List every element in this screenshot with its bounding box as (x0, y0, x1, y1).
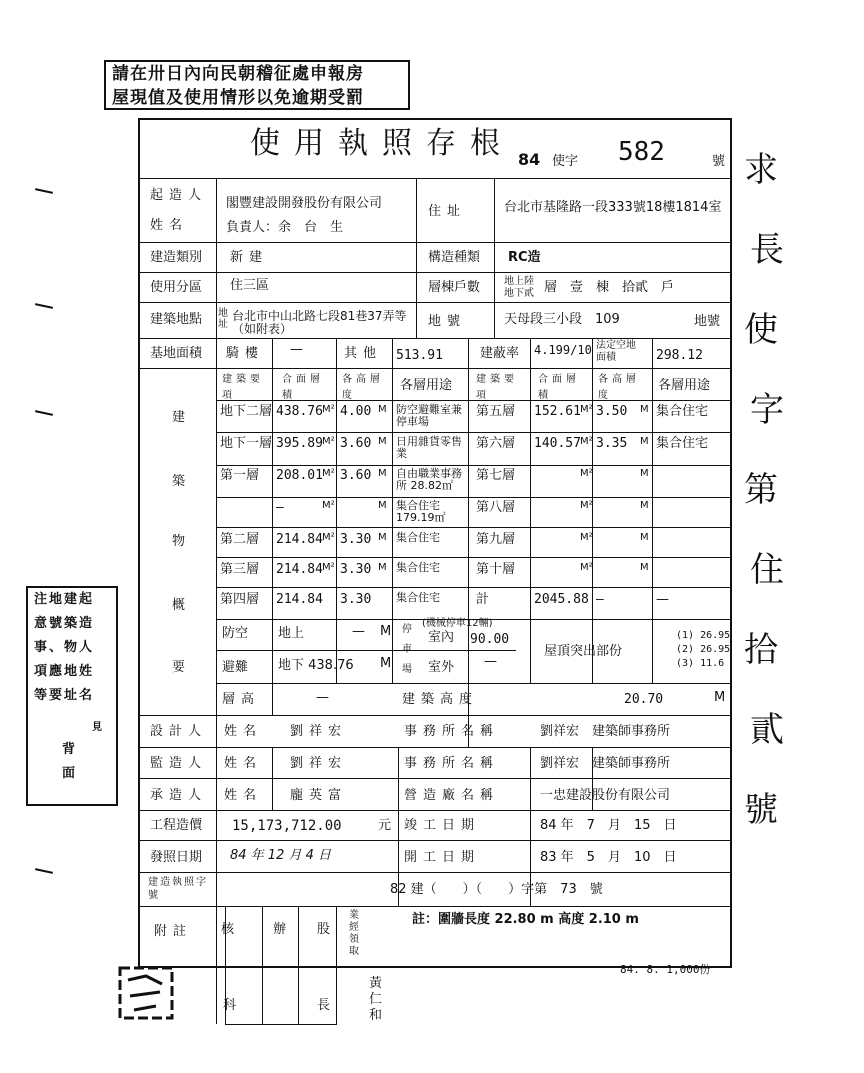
parking-in-value: 90.00 (470, 632, 510, 647)
bldg-height-value: 20.70 (624, 692, 664, 707)
site-value: 台北市中山北路七段81巷37弄等（如附表） (232, 309, 407, 336)
sign-char: 辦 (273, 922, 287, 937)
signature-block (216, 906, 413, 1024)
floor-cell-right: 集合住宅 (656, 404, 709, 419)
firm-label: 營造廠名稱 (404, 788, 500, 803)
sign-name: 黃仁和 (369, 976, 383, 1023)
floors-rest: 層 壹 棟 拾貳 戶 (544, 280, 675, 295)
floor-cell-left: — (276, 500, 284, 515)
designer-office: 劉祥宏 建築師事務所 (540, 724, 671, 739)
coverage-label: 建蔽率 (480, 346, 520, 361)
floor-cell-right: 第五層 (476, 404, 516, 419)
floor-cell-left: 208.01 (276, 468, 323, 483)
open-space-value: 298.12 (656, 348, 703, 363)
floor-cell-left: 第三層 (220, 562, 260, 577)
name-label: 姓名 (224, 756, 263, 771)
name-label: 姓名 (224, 788, 263, 803)
floor-cell-left: 第一層 (220, 468, 260, 483)
floor-cell-left: 3.60 (340, 468, 372, 483)
zone-value: 住三區 (230, 278, 270, 293)
bldg-height-label: 建築高度 (402, 692, 479, 707)
floor-cell-left: 3.60 (340, 436, 372, 451)
sign-char: 科 (223, 998, 237, 1013)
margin-handwriting: 長 (750, 230, 784, 270)
unit-mark: M (378, 500, 387, 511)
unit-mark: M² (580, 500, 593, 511)
unit-m: M (380, 624, 392, 639)
floor-cell-left: 395.89 (276, 436, 323, 451)
unit-mark: M (640, 532, 649, 543)
supervisor-office: 劉祥宏 建築師事務所 (540, 756, 671, 771)
header-area: 合面層積 (282, 374, 324, 401)
floor-cell-right: 2045.88 (534, 592, 589, 607)
unit-mark: M² (580, 468, 593, 479)
unit-mark: M (378, 532, 387, 543)
floor-cell-left: 集合住宅 (396, 591, 440, 604)
permit-label: 建造執照字號 (148, 877, 208, 901)
parking-out-label: 室外 (428, 660, 455, 675)
remarks-label: 附註 (154, 924, 193, 939)
margin-mark (35, 410, 53, 416)
builder-value: 閣豐建設開發股份有限公司 (226, 196, 383, 211)
side-note (26, 586, 118, 806)
margin-mark (35, 188, 53, 194)
roof-value-3: (3) 11.6 (676, 658, 725, 669)
builder-label: 起造人 (150, 188, 208, 203)
seal-stamp (116, 962, 178, 1024)
print-note: 84. 8. 1,000份 (620, 963, 711, 976)
floor-cell-left: 214.84 (276, 562, 323, 577)
unit-mark: M² (322, 562, 335, 573)
header-item: 建築要項 (222, 374, 264, 401)
lot-suffix: 地號 (694, 314, 721, 329)
floor-cell-left: 4.00 (340, 404, 372, 419)
floor-cell-left: 集合住宅 179.19㎡ (396, 499, 446, 524)
permit-value: 82 建（ ）（ ）字第 73 號 (390, 882, 603, 897)
build-type-value: 新建 (230, 250, 269, 265)
unit-mark: M² (580, 404, 593, 415)
floor-cell-right: 140.57 (534, 436, 581, 451)
parking-out-value: — (484, 654, 497, 669)
floor-cell-right: 計 (476, 592, 490, 607)
floor-cell-left: 防空避難室兼停車場 (396, 403, 462, 428)
margin-handwriting: 使 (744, 310, 778, 350)
office-label: 事務所名稱 (404, 756, 500, 771)
sign-char: 長 (317, 998, 331, 1013)
side-line: 事、物人 (34, 640, 95, 655)
unit-mark: M (640, 436, 649, 447)
start-label: 開工日期 (404, 850, 481, 865)
notice-line-1: 請在卅日內向民朝稽征處申報房 (112, 64, 364, 84)
eaves-label: 層高 (222, 692, 261, 707)
floor-cell-left: 438.76 (276, 404, 323, 419)
unit-m: M (714, 690, 726, 705)
margin-mark (35, 868, 53, 874)
parking-note: (機械停車12輛) (422, 618, 493, 629)
floor-cell-left: 第四層 (220, 592, 260, 607)
unit-mark: M² (322, 532, 335, 543)
floor-cell-right: — (656, 592, 669, 607)
margin-handwriting: 住 (750, 550, 784, 590)
floor-cell-left: 214.84 (276, 532, 323, 547)
header-item-2: 建築要項 (476, 374, 518, 401)
shelter-up-label: 地上 (278, 626, 305, 641)
office-label: 事務所名稱 (404, 724, 500, 739)
site-label-2: 地址 (218, 308, 228, 330)
side-line: 意號築造 (34, 616, 95, 631)
unit-mark: M (640, 404, 649, 415)
build-type-label: 建造類別 (150, 250, 203, 265)
roof-label: 屋頂突出部份 (544, 644, 623, 659)
unit-mark: M (378, 436, 387, 447)
unit-mark: M² (322, 404, 335, 415)
summary-char: 概 (172, 598, 186, 613)
other-value: 513.91 (396, 348, 443, 363)
base-area-label: 基地面積 (150, 346, 203, 361)
floor-cell-left: 3.30 (340, 532, 372, 547)
designer-name: 劉祥宏 (290, 724, 348, 739)
shelter-label-2: 避難 (222, 660, 249, 675)
header-area-2: 合面層積 (538, 374, 580, 401)
contractor-firm: 一忠建設股份有限公司 (540, 788, 671, 803)
parking-in-label: 室內 (428, 630, 455, 645)
address-value: 台北市基隆路一段333號18樓1814室 (504, 200, 722, 215)
unit-m: M (380, 656, 392, 671)
floor-cell-right: 152.61 (534, 404, 581, 419)
form-title: 使用執照存根 (250, 126, 514, 161)
structure-value: RC造 (508, 250, 541, 265)
issue-value: 84 年 12 月 4 日 (230, 848, 332, 863)
unit-mark: M² (322, 500, 335, 511)
complete-value: 84 年 7 月 15 日 (540, 818, 677, 833)
floor-cell-right: — (596, 592, 604, 607)
header-use-2: 各層用途 (658, 378, 711, 393)
builder-name-label: 姓名 (150, 218, 189, 233)
coverage-value: 4.199/10 (534, 343, 592, 357)
floor-cell-left: 214.84 (276, 592, 323, 607)
side-back: 背面 (62, 742, 76, 781)
floor-cell-right: 第六層 (476, 436, 516, 451)
contractor-label: 承造人 (150, 788, 208, 803)
floor-cell-right: 3.50 (596, 404, 628, 419)
summary-char: 要 (172, 660, 186, 675)
form-zi: 使字 (552, 154, 579, 169)
floor-cell-right: 第八層 (476, 500, 516, 515)
parking-label: 停車場 (402, 624, 412, 675)
floor-cell-left: 日用雜貨零售業 (396, 435, 462, 460)
form-year: 84 (518, 150, 541, 169)
sign-char: 核 (221, 922, 235, 937)
arcade-value: — (290, 342, 303, 357)
unit-mark: M² (322, 468, 335, 479)
other-label: 其他 (344, 346, 383, 361)
floor-cell-left: 3.30 (340, 562, 372, 577)
margin-handwriting: 求 (744, 150, 778, 190)
floor-cell-left: 地下一層 (220, 436, 273, 451)
address-label: 住址 (428, 204, 467, 219)
side-line: 項應地姓 (34, 664, 95, 679)
notice-stamp (104, 60, 410, 110)
arcade-label: 騎樓 (226, 346, 265, 361)
margin-handwriting: 號 (744, 790, 778, 830)
supervisor-name: 劉祥宏 (290, 756, 348, 771)
form-hao: 號 (712, 154, 726, 169)
unit-mark: M² (580, 562, 593, 573)
remarks-value: 註：圍牆長度 22.80 m 高度 2.10 m (412, 912, 639, 927)
floor-cell-left: 地下二層 (220, 404, 273, 419)
roof-value-2: (2) 26.95 (676, 644, 731, 655)
floor-cell-left: 自由職業事務所 28.82㎡ (396, 467, 462, 492)
unit-mark: M (640, 562, 649, 573)
floor-cell-left: 第二層 (220, 532, 260, 547)
unit-mark: M (640, 468, 649, 479)
sign-char: 股 (317, 922, 331, 937)
header-use: 各層用途 (400, 378, 453, 393)
yuan: 元 (378, 818, 392, 833)
zone-label: 使用分區 (150, 280, 203, 295)
designer-label: 設計人 (150, 724, 208, 739)
floor-cell-left: 集合住宅 (396, 561, 440, 574)
margin-mark (35, 303, 53, 309)
margin-handwriting: 第 (744, 470, 778, 510)
structure-label: 構造種類 (428, 250, 481, 265)
shelter-down: 地下 438.76 (278, 658, 354, 673)
contractor-name: 龐英富 (290, 788, 348, 803)
side-line: 等要址名 (34, 688, 95, 703)
margin-handwriting: 貳 (750, 710, 784, 750)
floor-cell-left: 3.30 (340, 592, 372, 607)
unit-mark: M (640, 500, 649, 511)
unit-mark: M (378, 468, 387, 479)
side-line: 注地建起 (34, 592, 95, 607)
unit-mark: M² (580, 532, 593, 543)
floor-cell-right: 第七層 (476, 468, 516, 483)
complete-label: 竣工日期 (404, 818, 481, 833)
lot-label: 地號 (428, 314, 467, 329)
issue-label: 發照日期 (150, 850, 203, 865)
margin-handwriting: 拾 (744, 630, 778, 670)
supervisor-label: 監造人 (150, 756, 208, 771)
floors-up: 地上陸 (504, 276, 534, 287)
notice-line-2: 屋現值及使用情形以免逾期受罰 (112, 88, 364, 108)
shelter-label-1: 防空 (222, 626, 249, 641)
shelter-up-value: — (352, 624, 365, 639)
summary-char: 築 (172, 474, 186, 489)
eaves-value: — (316, 690, 329, 705)
builder-rep: 負責人：余 台 生 (226, 220, 344, 235)
margin-handwriting: 字 (750, 390, 784, 430)
cost-label: 工程造價 (150, 818, 203, 833)
unit-mark: M² (580, 436, 593, 447)
lot-value: 天母段三小段 109 (504, 312, 620, 327)
floors-down: 地下貳 (504, 288, 534, 299)
site-label: 建築地點 (150, 312, 203, 327)
side-see: 見 (92, 722, 102, 733)
floor-cell-right: 第十層 (476, 562, 516, 577)
floor-cell-right: 第九層 (476, 532, 516, 547)
name-label: 姓名 (224, 724, 263, 739)
floors-label: 層棟戶數 (428, 280, 481, 295)
form-number: 582 (618, 137, 665, 167)
cost-value: 15,173,712.00 (232, 818, 342, 834)
note-vertical: 業經領取 (349, 910, 359, 957)
roof-value-1: (1) 26.95 (676, 630, 731, 641)
summary-char: 建 (172, 410, 186, 425)
floor-cell-right: 3.35 (596, 436, 628, 451)
unit-mark: M² (322, 436, 335, 447)
header-height: 各高層度 (342, 374, 384, 401)
floor-cell-right: 集合住宅 (656, 436, 709, 451)
unit-mark: M (378, 404, 387, 415)
summary-char: 物 (172, 534, 186, 549)
floor-cell-left: 集合住宅 (396, 531, 440, 544)
start-value: 83 年 5 月 10 日 (540, 850, 677, 865)
header-height-2: 各高層度 (598, 374, 640, 401)
unit-mark: M (378, 562, 387, 573)
open-space-label: 法定空地面積 (596, 340, 636, 363)
